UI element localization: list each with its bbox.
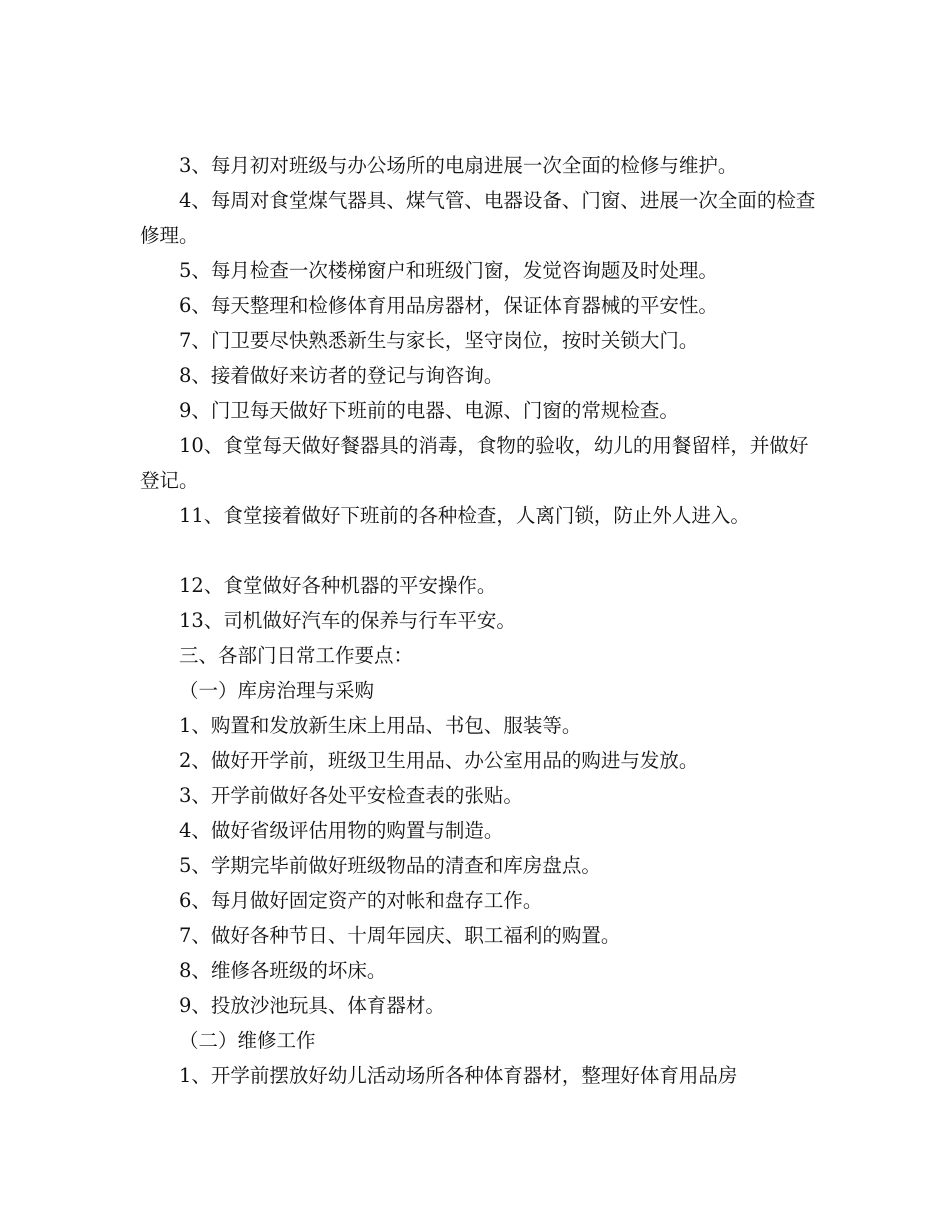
maintenance-item-1: 1、开学前摆放好幼儿活动场所各种体育器材，整理好体育用品房 bbox=[179, 1064, 738, 1087]
paragraph-gap bbox=[140, 533, 820, 568]
storage-item-8: 8、维修各班级的坏床。 bbox=[179, 959, 387, 982]
subsection-heading-storage: （一）库房治理与采购 bbox=[179, 679, 375, 702]
paragraph-item-7: 7、门卫要尽快熟悉新生与家长，坚守岗位，按时关锁大门。 bbox=[179, 329, 699, 352]
paragraph-item-9: 9、门卫每天做好下班前的电器、电源、门窗的常规检查。 bbox=[179, 399, 679, 422]
paragraph-item-10: 10、食堂每天做好餐器具的消毒，食物的验收，幼儿的用餐留样，并做好登记。 bbox=[140, 434, 809, 492]
paragraph-item-3: 3、每月初对班级与办公场所的电扇进展一次全面的检修与维护。 bbox=[179, 154, 738, 177]
paragraph-item-6: 6、每天整理和检修体育用品房器材，保证体育器械的平安性。 bbox=[179, 294, 718, 317]
storage-item-4: 4、做好省级评估用物的购置与制造。 bbox=[179, 819, 504, 842]
paragraph-item-13: 13、司机做好汽车的保养与行车平安。 bbox=[179, 609, 516, 632]
section-heading-3: 三、各部门日常工作要点： bbox=[179, 644, 414, 667]
storage-item-9: 9、投放沙池玩具、体育器材。 bbox=[179, 994, 445, 1017]
paragraph-item-5: 5、每月检查一次楼梯窗户和班级门窗，发觉咨询题及时处理。 bbox=[179, 259, 718, 282]
storage-item-1: 1、购置和发放新生床上用品、书包、服装等。 bbox=[179, 714, 582, 737]
storage-item-6: 6、每月做好固定资产的对帐和盘存工作。 bbox=[179, 889, 543, 912]
document-body bbox=[140, 148, 820, 1093]
paragraph-item-4: 4、每周对食堂煤气器具、煤气管、电器设备、门窗、进展一次全面的检查修理。 bbox=[140, 189, 816, 247]
storage-item-7: 7、做好各种节日、十周年园庆、职工福利的购置。 bbox=[179, 924, 621, 947]
storage-item-3: 3、开学前做好各处平安检查表的张贴。 bbox=[179, 784, 523, 807]
paragraph-item-12: 12、食堂做好各种机器的平安操作。 bbox=[179, 574, 497, 597]
paragraph-item-8: 8、接着做好来访者的登记与询咨询。 bbox=[179, 364, 504, 387]
paragraph-item-11: 11、食堂接着做好下班前的各种检查，人离门锁，防止外人进入。 bbox=[179, 504, 750, 527]
subsection-heading-maintenance: （二）维修工作 bbox=[179, 1029, 316, 1052]
storage-item-5: 5、学期完毕前做好班级物品的清查和库房盘点。 bbox=[179, 854, 601, 877]
storage-item-2: 2、做好开学前，班级卫生用品、办公室用品的购进与发放。 bbox=[179, 749, 699, 772]
